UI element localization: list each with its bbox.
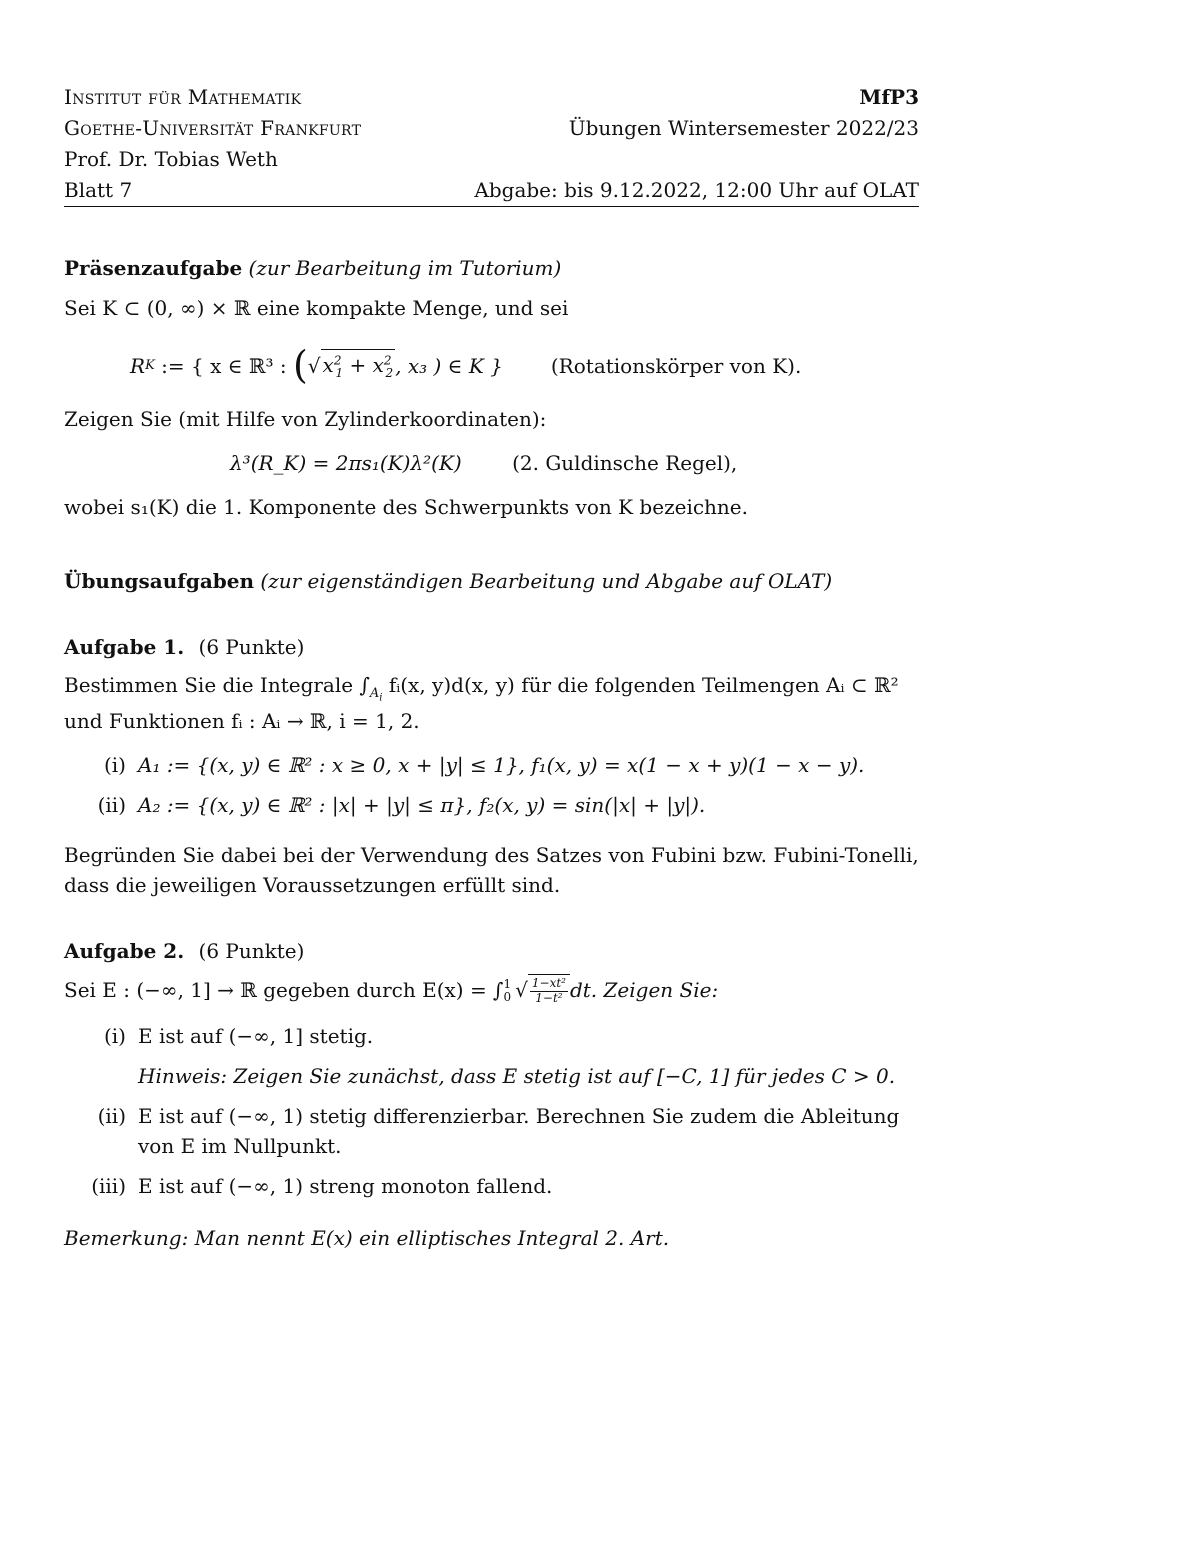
task-1-items: [64, 750, 919, 820]
institute-name: Institut für Mathematik: [64, 85, 302, 109]
task-2: [64, 936, 919, 1253]
list-item: (i) E ist auf (−∞, 1] stetig. Hinweis: Zeigen Sie zunächst, dass E stetig ist auf [−C, 1] für jedes C > 0.: [64, 1021, 919, 1091]
guldin-formula: λ³(R_K) = 2πs₁(K)λ²(K) (2. Guldinsche Regel),: [230, 451, 738, 475]
header-rule: [64, 175, 919, 207]
semester-label: Übungen Wintersemester 2022/23: [568, 116, 919, 140]
presence-intro: Sei K ⊂ (0, ∞) × ℝ eine kompakte Menge, und sei: [64, 296, 569, 320]
sqrt-sign-icon: √: [307, 353, 321, 378]
exercises-title: Übungsaufgaben: [64, 569, 255, 593]
exercises-subtitle: (zur eigenständigen Bearbeitung und Abgabe auf OLAT): [260, 569, 833, 593]
presence-title: Präsenzaufgabe: [64, 256, 243, 280]
definition-note: (Rotationskörper von K).: [550, 353, 802, 378]
course-code: MfP3: [859, 85, 919, 109]
sqrt-sign-icon: √: [515, 977, 528, 1002]
list-item: (ii) A₂ := {(x, y) ∈ ℝ² : |x| + |y| ≤ π}, f₂(x, y) = sin(|x| + |y|).: [97, 792, 706, 817]
list-item: (iii) E ist auf (−∞, 1) streng monoton fallend.: [91, 1173, 553, 1198]
task-2-points: (6 Punkte): [198, 938, 305, 963]
task-2-text: Sei E : (−∞, 1] → ℝ gegeben durch E(x) = ∫ 1 0 √ $\frac{\text{1−xt²}}{\text{1−t²}}$ dt. Zeigen Sie:: [64, 974, 919, 1005]
sheet-number: Blatt 7: [64, 178, 133, 202]
task-1-text: Bestimmen Sie die Integrale $\int_{A_i}$ fᵢ(x, y)d(x, y) für die folgenden Teilmengen Aᵢ ⊂ ℝ² und Funktionen fᵢ : Aᵢ → ℝ, i = 1, 2.: [64, 673, 899, 733]
task-2-title: Aufgabe 2.: [64, 938, 185, 963]
deadline: Abgabe: bis 9.12.2022, 12:00 Uhr auf OLAT: [474, 178, 919, 202]
task-1: [64, 632, 919, 900]
university-name: Goethe-Universität Frankfurt: [64, 116, 362, 140]
presence-closing: wobei s₁(K) die 1. Komponente des Schwerpunkts von K bezeichne.: [64, 495, 748, 519]
hint: Hinweis: Zeigen Sie zunächst, dass E stetig ist auf [−C, 1] für jedes C > 0.: [138, 1063, 896, 1088]
presence-task: Zeigen Sie (mit Hilfe von Zylinderkoordinaten):: [64, 407, 547, 431]
sheet-header: [64, 82, 919, 207]
presence-section: [64, 253, 919, 522]
task-1-points: (6 Punkte): [198, 635, 305, 659]
remark: Bemerkung: Man nennt E(x) ein elliptisches Integral 2. Art.: [64, 1225, 670, 1250]
rotation-body-definition: R K := { x ∈ ℝ³ : ( √ $x^2_1 + x^2_2$ , x₃ ) ∈ K } (Rotationskörper von K).: [130, 343, 802, 387]
presence-subtitle: (zur Bearbeitung im Tutorium): [248, 256, 562, 280]
task-1-note: Begründen Sie dabei bei der Verwendung des Satzes von Fubini bzw. Fubini-Tonelli, dass die jeweiligen Voraussetzungen erfüllt sind.: [64, 842, 919, 897]
sqrt-argument: $x^2_1 + x^2_2$: [321, 349, 396, 382]
exercise-sheet: [64, 82, 919, 1253]
list-item: (i) A₁ := {(x, y) ∈ ℝ² : x ≥ 0, x + |y| ≤ 1}, f₁(x, y) = x(1 − x + y)(1 − x − y).: [103, 752, 865, 777]
task-1-title: Aufgabe 1.: [64, 635, 185, 659]
professor-name: Prof. Dr. Tobias Weth: [64, 147, 278, 171]
task-2-items: [64, 1021, 919, 1201]
list-item: (ii) E ist auf (−∞, 1) stetig differenzierbar. Berechnen Sie zudem die Ableitung von E im Nullpunkt.: [97, 1103, 900, 1158]
exercises-section: [64, 566, 919, 596]
